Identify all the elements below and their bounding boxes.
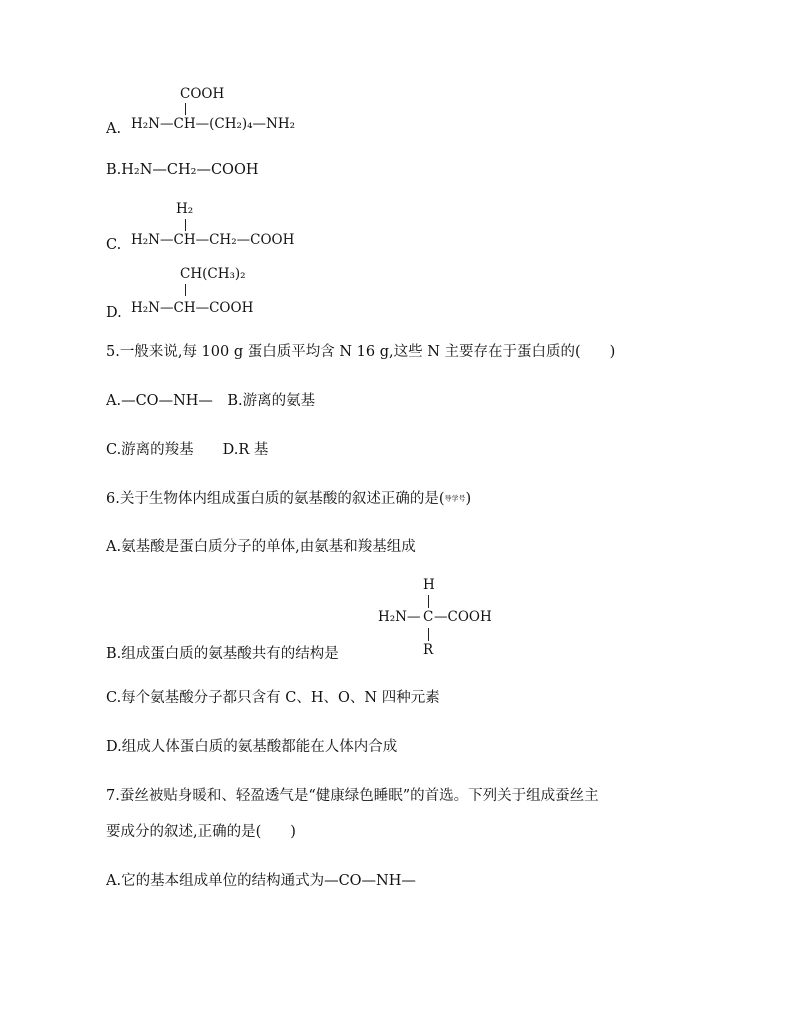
q5-options-ab: A.—CO—NH— B.游离的氨基	[106, 393, 316, 409]
q6-stem	[106, 492, 471, 507]
q4-option-a-label: A.	[106, 121, 122, 137]
struct-amino-group: H₂N—	[378, 609, 421, 625]
q4-c-top-group: H₂	[176, 201, 194, 217]
struct-carboxyl-group: —COOH	[434, 609, 492, 625]
q4-a-bond	[185, 103, 186, 115]
q7-stem-line1: 7.蚕丝被贴身暖和、轻盈透气是“健康绿色睡眠”的首选。下列关于组成蚕丝主	[106, 788, 599, 804]
q4-option-c-label: C.	[106, 237, 122, 253]
q5-options-cd: C.游离的羧基 D.R 基	[106, 442, 269, 458]
q4-option-c-formula: H₂N—CH—CH₂—COOH	[131, 232, 295, 248]
q4-option-d-formula: H₂N—CH—COOH	[131, 300, 254, 316]
q6-option-c: C.每个氨基酸分子都只含有 C、H、O、N 四种元素	[106, 690, 440, 706]
q4-d-top-group: CH(CH₃)₂	[180, 266, 246, 282]
q4-option-b: B.H₂N—CH₂—COOH	[106, 162, 259, 178]
q6-stem-text: 6.关于生物体内组成蛋白质的氨基酸的叙述正确的是(	[106, 491, 445, 507]
q4-d-bond	[185, 284, 186, 296]
q4-c-bond	[185, 219, 186, 231]
struct-top-bond	[428, 595, 429, 608]
q6-option-a: A.氨基酸是蛋白质分子的单体,由氨基和羧基组成	[106, 539, 416, 555]
q4-option-a-formula: H₂N—CH—(CH₂)₄—NH₂	[131, 116, 296, 132]
q6-stem-mark: 导学号	[444, 494, 466, 503]
q6-option-d: D.组成人体蛋白质的氨基酸都能在人体内合成	[106, 739, 398, 755]
struct-top-h: H	[423, 577, 435, 593]
q6-stem-end: )	[465, 491, 472, 507]
q6-option-b: B.组成蛋白质的氨基酸共有的结构是	[106, 646, 339, 662]
q7-stem-line2: 要成分的叙述,正确的是( )	[106, 824, 296, 840]
q4-option-d-label: D.	[106, 305, 122, 321]
struct-r-group: R	[423, 642, 434, 658]
struct-alpha-carbon: C	[423, 609, 434, 625]
struct-bottom-bond	[428, 628, 429, 641]
q5-stem: 5.一般来说,每 100 g 蛋白质平均含 N 16 g,这些 N 主要存在于蛋白质的( )	[106, 344, 616, 360]
q7-option-a: A.它的基本组成单位的结构通式为—CO—NH—	[106, 873, 416, 889]
q4-a-top-group: COOH	[180, 86, 225, 102]
